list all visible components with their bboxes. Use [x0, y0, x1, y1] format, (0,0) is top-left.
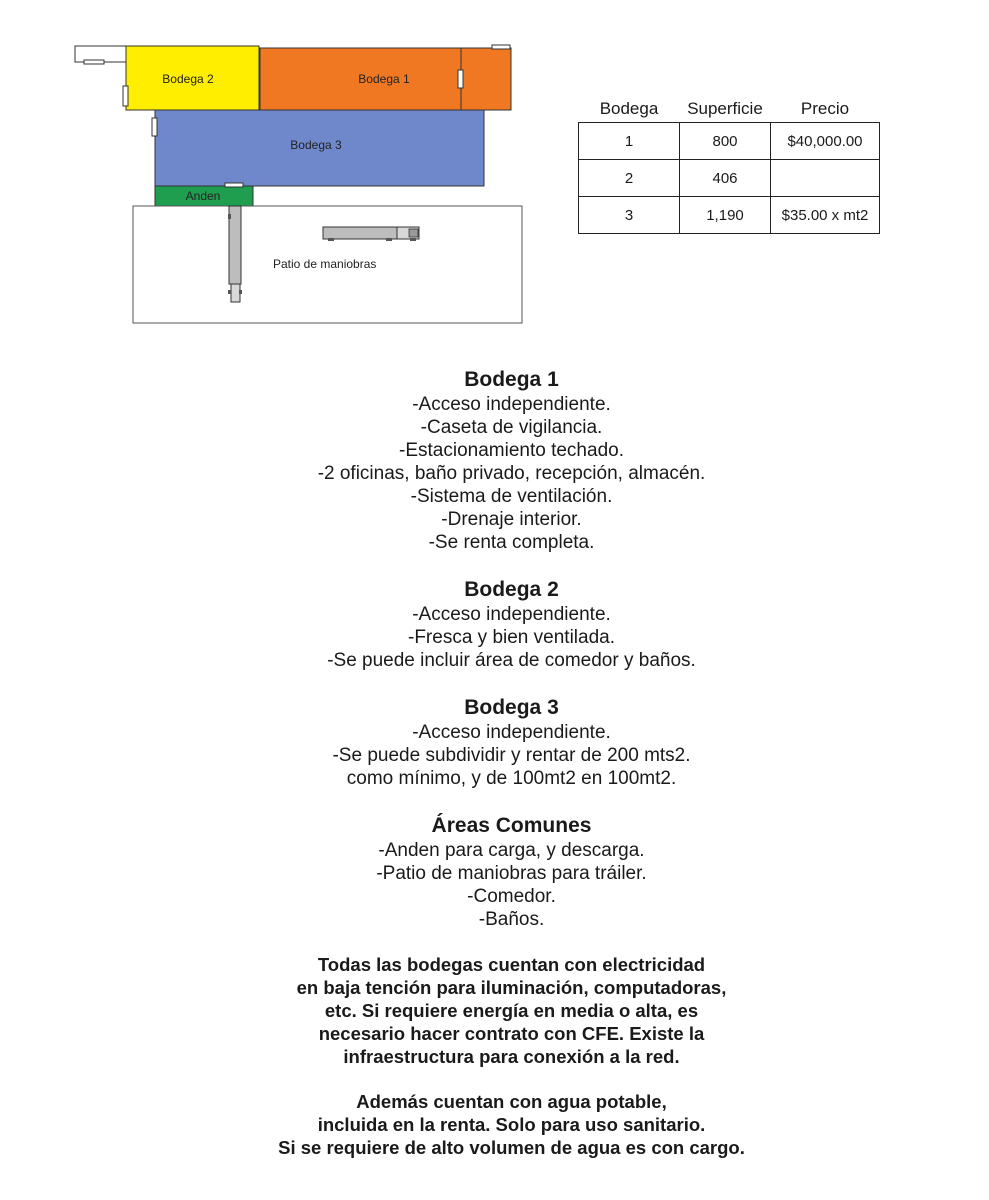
cell-bodega: 2	[579, 160, 680, 197]
table-row	[579, 123, 880, 160]
bodega1-small-door	[458, 70, 463, 88]
description-block	[0, 366, 989, 1181]
table-header-row	[579, 96, 880, 123]
feature-item: -2 oficinas, baño privado, recepción, almacén.	[317, 463, 706, 484]
cell-precio: $35.00 x mt2	[771, 197, 880, 234]
feature-item: -Acceso independiente.	[412, 394, 611, 415]
feature-item: -Se puede incluir área de comedor y baños.	[327, 650, 696, 671]
table-row	[579, 160, 880, 197]
section-bodega-2	[0, 576, 989, 672]
feature-item: -Se puede subdividir y rentar de 200 mts2.	[332, 745, 691, 766]
anden-label: Anden	[185, 189, 221, 203]
truck-horizontal-icon	[323, 227, 419, 241]
cell-superficie: 406	[680, 160, 771, 197]
bodega3-label: Bodega 3	[290, 138, 342, 152]
bodega2-label: Bodega 2	[162, 72, 214, 86]
anden-door	[225, 183, 243, 187]
feature-item: -Anden para carga, y descarga.	[378, 840, 645, 861]
feature-item: -Patio de maniobras para tráiler.	[376, 863, 647, 884]
section-title: Bodega 2	[464, 578, 559, 601]
patio-label: Patio de maniobras	[273, 257, 377, 271]
feature-item: -Fresca y bien ventilada.	[408, 627, 615, 648]
feature-item: -Acceso independiente.	[412, 722, 611, 743]
feature-item: -Caseta de vigilancia.	[420, 417, 603, 438]
feature-item: -Drenaje interior.	[441, 509, 582, 530]
electricity-note: Todas las bodegas cuentan con electricidad en baja tención para iluminación, computadoras, etc. Si requiere energía en media o alta, es necesario hacer contrato con CFE. Existe la infraestructura para conexión a la red.	[296, 954, 727, 1067]
cell-precio: $40,000.00	[771, 123, 880, 160]
cell-superficie: 800	[680, 123, 771, 160]
bodega1-top-door	[492, 45, 510, 49]
section-title: Bodega 3	[464, 696, 559, 719]
feature-item: como mínimo, y de 100mt2 en 100mt2.	[346, 768, 677, 789]
bodega1-label: Bodega 1	[358, 72, 410, 86]
section-bodega-1	[0, 366, 989, 554]
feature-item: -Acceso independiente.	[412, 604, 611, 625]
annex-door	[84, 60, 104, 64]
price-table	[578, 96, 880, 234]
section-areas-comunes	[0, 812, 989, 931]
feature-item: -Baños.	[478, 909, 545, 930]
water-note: Además cuentan con agua potable, incluida en la renta. Solo para uso sanitario. Si se requiere de alto volumen de agua es con cargo.	[278, 1091, 745, 1158]
header-superficie: Superficie	[687, 99, 763, 118]
feature-item: -Comedor.	[467, 886, 556, 907]
floor-plan	[0, 0, 560, 340]
feature-item: -Se renta completa.	[428, 532, 595, 553]
cell-bodega: 3	[579, 197, 680, 234]
section-title: Áreas Comunes	[431, 814, 592, 837]
section-bodega-3	[0, 694, 989, 790]
table-row	[579, 197, 880, 234]
bodega2-door	[123, 86, 128, 106]
feature-item: -Sistema de ventilación.	[410, 486, 613, 507]
bodega3-door	[152, 118, 157, 136]
cell-precio	[771, 160, 880, 197]
header-precio: Precio	[800, 99, 850, 118]
cell-superficie: 1,190	[680, 197, 771, 234]
feature-item: -Estacionamiento techado.	[399, 440, 624, 461]
cell-bodega: 1	[579, 123, 680, 160]
section-title: Bodega 1	[464, 368, 559, 391]
header-bodega: Bodega	[599, 99, 659, 118]
